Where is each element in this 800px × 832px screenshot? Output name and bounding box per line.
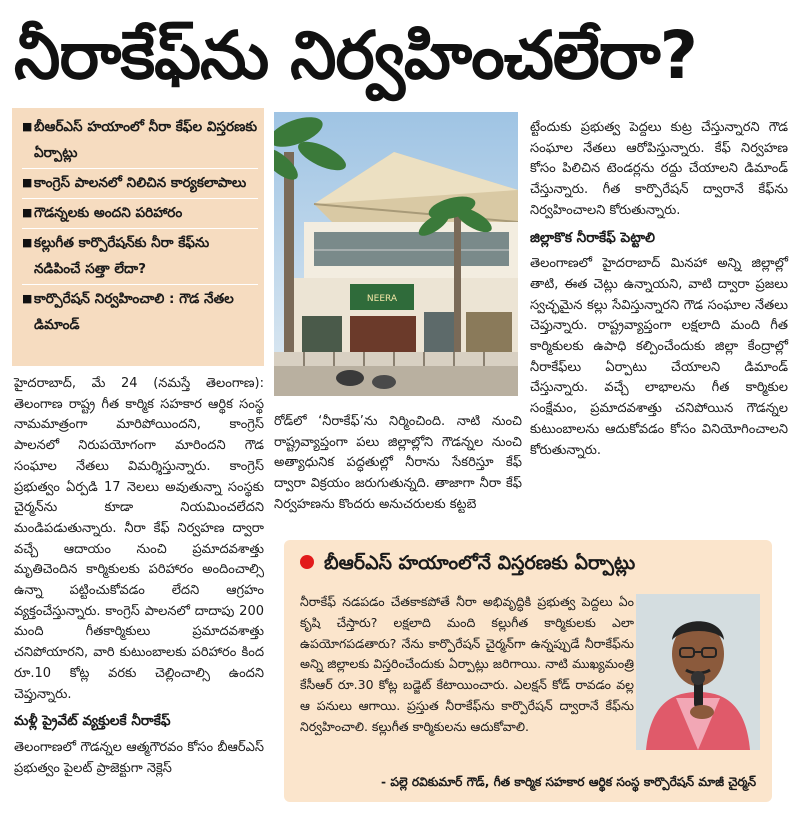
quote-text: నీరాకేఫ్ నడపడం చేతకాకపోతే నీరా అభివృద్ధికి ప్రభుత్వ పెద్దలు ఏం కృషి చేస్తారు? లక్షలాది మంది కల్లుగీత కార్మికులకు ఎలా ఉపయోగపడతారు? నేను కార్పొరేషన్ చైర్మన్‌గా ఉన్నప్పుడే నీరాకేఫ్‌ను అన్ని జిల్లాలకు విస్తరించేందుకు ఏర్పాట్లు జరిగాయి. నాటి ముఖ్యమంత్రి కేసీఆర్ రూ.30 కోట్ల బడ్జెట్ కేటాయించారు. ఎలక్షన్ కోడ్ రావడం వల్ల ఆ పనులు ఆగాయి. ప్రస్తుత నీరాకేఫ్‌ను కార్పొరేషన్ ద్వారానే కేఫ్‌ను నిర్వహించాలి. కల్లుగీత కార్మికులను ఆదుకోవాలి. <box>300 594 634 734</box>
article-paragraph: ట్టేందుకు ప్రభుత్వ పెద్దలు కుట్ర చేస్తున్నారని గౌడ సంఘాల నేతలు ఆరోపిస్తున్నారు. కేఫ్ నిర్వహణ కోసం పిలిచిన టెండర్లను రద్దు చేయాలని డిమాండ్ చేస్తున్నారు. గీత కార్పొరేషన్ ద్వారానే కేఫ్‌ను నిర్వహించాలని కోరుతున్నారు. <box>530 120 788 218</box>
square-bullet-icon: ■ <box>22 176 33 189</box>
article-paragraph: తెలంగాణలో హైదరాబాద్ మినహా అన్ని జిల్లాల్లో తాటి, ఈత చెట్లు ఉన్నాయని, వాటి ద్వారా ప్రజలు స్వచ్ఛమైన కల్లు సేవిస్తున్నారని గౌడ సంఘాల నేతలు చెప్తున్నారు. రాష్ట్రవ్యాప్తంగా లక్షలాది మంది గీత కార్మికులకు ఉపాధి కల్పించేందుకు జిల్లా కేంద్రాల్లో నీరాకేఫ్‌లు ఏర్పాటు చేయాలని డిమాండ్ చేస్తున్నారు. వచ్చే లాభాలను గీత కార్మికుల సంక్షేమం, ప్రమాదవశాత్తు చనిపోయిన గౌడన్నల కుటుంబాలను ఆదుకోవడం కోసం వినియోగించాలని కోరుతున్నారు. <box>530 256 788 458</box>
article-paragraph: తెలంగాణలో గౌడన్నల ఆత్మగౌరవం కోసం బీఆర్‌ఎస్ ప్రభుత్వం పైలట్ ప్రాజెక్టుగా నెక్లెస్ <box>14 739 264 776</box>
bullet-text: గౌడన్నలకు అందని పరిహారం <box>34 205 183 221</box>
quote-box-title-text: బీఆర్‌ఎస్ హయాంలోనే విస్తరణకు ఏర్పాట్లు <box>324 552 636 574</box>
bullet-item <box>22 198 258 226</box>
article-column-3 <box>530 118 788 530</box>
quote-attribution: - పల్లె రవికుమార్ గౌడ్, గీత కార్మిక సహకార ఆర్థిక సంస్థ కార్పొరేషన్ మాజీ చైర్మన్ <box>381 775 756 789</box>
bullet-item <box>22 284 258 338</box>
neera-cafe-photo <box>274 112 518 396</box>
bullet-text: కల్లుగీత కార్పొరేషన్‌కు నీరా కేఫ్‌ను నడిపించే సత్తా లేదా? <box>34 235 210 277</box>
bullet-item <box>22 168 258 196</box>
subheading: మళ్లీ ప్రైవేట్ వ్యక్తులకే నీరాకేఫ్ <box>14 713 171 730</box>
bullet-text: కాంగ్రెస్ పాలనలో నిలిచిన కార్యకలాపాలు <box>34 175 247 191</box>
red-dot-icon <box>300 555 314 569</box>
square-bullet-icon: ■ <box>22 236 33 249</box>
headline: నీరాకేఫ్‌ను నిర్వహించలేరా? <box>14 17 697 94</box>
article-column-2 <box>274 412 522 532</box>
square-bullet-icon: ■ <box>22 292 33 305</box>
article-paragraph: రోడ్‌లో ‘నీరాకేఫ్’ను నిర్మించింది. నాటి నుంచి రాష్ట్రవ్యాప్తంగా పలు జిల్లాల్లోని గౌడన్నల నుంచి అత్యాధునిక పద్ధతుల్లో నీరాను సేకరిస్తూ కేఫ్ ద్వారా విక్రయం జరుగుతున్నది. తాజాగా నీరా కేఫ్ నిర్వహణను కొందరు అనుచరులకు కట్టబె <box>274 414 522 512</box>
article-column-1 <box>14 374 264 810</box>
quote-box-title <box>300 552 635 579</box>
bullet-item <box>22 114 258 166</box>
square-bullet-icon: ■ <box>22 120 33 133</box>
bullet-text: కార్పొరేషన్ నిర్వహించాలి : గౌడ నేతల డిమాండ్ <box>34 291 234 333</box>
square-bullet-icon: ■ <box>22 206 33 219</box>
quote-box <box>284 540 772 802</box>
article-paragraph: హైదరాబాద్, మే 24 (నమస్తే తెలంగాణ): తెలంగాణ రాష్ట్ర గీత కార్మిక సహకార ఆర్థిక సంస్థ నామమాత్రంగా మారిపోయిందని, కాంగ్రెస్ పాలనలో నిరుపయోగంగా మారిందని గౌడ సంఘాల నేతలు విమర్శిస్తున్నారు. కాంగ్రెస్ ప్రభుత్వం ఏర్పడి 17 నెలలు అవుతున్నా సంస్థకు చైర్మన్‌ను కూడా నియమించలేదని మండిపడుతున్నారు. నీరా కేఫ్ నిర్వహణ ద్వారా వచ్చే ఆదాయం నుంచి ప్రమాదవశాత్తు మృతిచెందిన కార్మికులకు పరిహారం అందించాల్సి ఉన్నా పట్టించుకోవడం లేదని ఆగ్రహం వ్యక్తంచేస్తున్నారు. కాంగ్రెస్ పాలనలో దాదాపు 200 మంది గీతకార్మికులు ప్రమాదవశాత్తు చనిపోయారని, వారి కుటుంబాలకు పరిహారం కింద రూ.10 కోట్ల వరకు చెల్లించాల్సి ఉందని చెప్తున్నారు. <box>14 376 264 702</box>
bullet-text: బీఆర్‌ఎస్ హయాంలో నీరా కేఫ్‌ల విస్తరణకు ఏర్పాట్లు <box>34 119 258 161</box>
bullet-item <box>22 228 258 282</box>
bullet-list <box>12 108 264 366</box>
subheading: జిల్లాకొక నీరాకేఫ్ పెట్టాలి <box>530 229 656 246</box>
svg-text:NEERA: NEERA <box>366 294 398 304</box>
speaker-photo <box>636 594 760 750</box>
